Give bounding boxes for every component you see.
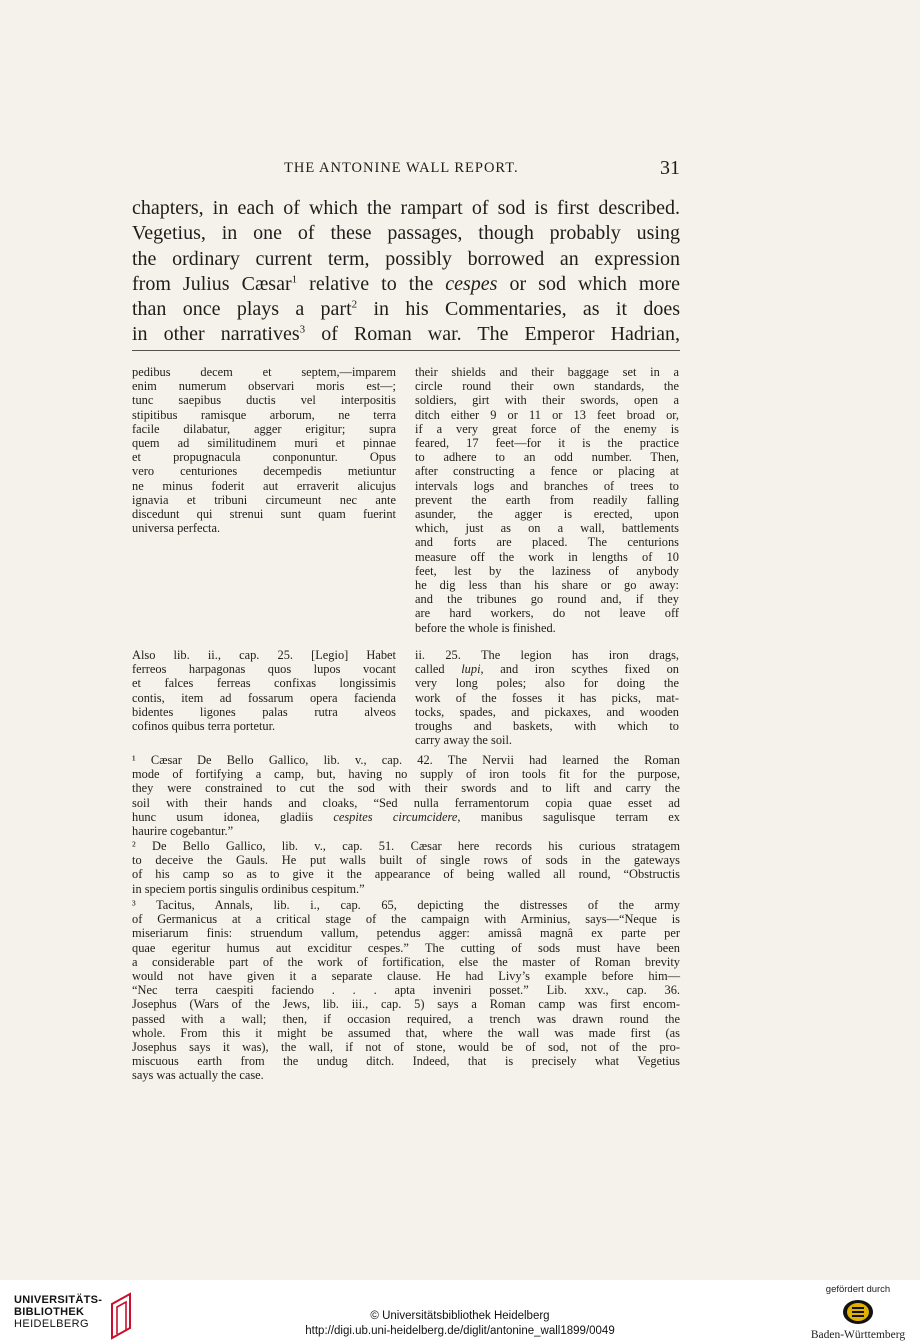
text-line bbox=[132, 322, 680, 347]
text-line: prevent the earth from readily falling bbox=[415, 492, 679, 507]
state-seal-icon bbox=[841, 1298, 875, 1326]
funded-by-label: gefördert durch bbox=[825, 1284, 891, 1295]
text-line: which, just as on a wall, battlements bbox=[415, 521, 679, 536]
text-line: chapters, in each of which the rampart of sod is first described. bbox=[132, 197, 680, 219]
text-line: haurire cogebantur.” bbox=[132, 824, 234, 839]
text-line: “Nec terra caespiti faciendo . . . apta inveniri posset.” Lib. xxv., cap. 36. bbox=[132, 983, 680, 998]
text-line: of his camp so as to give it the appearance of being walled all round, “Obstructis bbox=[132, 867, 680, 882]
text-run: than once plays a part bbox=[132, 298, 352, 321]
text-line: ne minus foderit aut erraverit alicujus bbox=[132, 478, 396, 493]
text-run: from Julius Cæsar bbox=[132, 272, 292, 295]
footnote-1 bbox=[132, 753, 680, 838]
text-line: are hard workers, do not leave off bbox=[415, 606, 679, 621]
text-line: Josephus says it was), the wall, if not of stone, would be of sod, not of the pro- bbox=[132, 1040, 680, 1055]
italic-term: lupi bbox=[461, 662, 481, 677]
text-line: to adhere to an odd number. Then, bbox=[415, 450, 679, 465]
text-line: miscuous earth from the undug ditch. Indeed, that is precisely what Vegetius bbox=[132, 1054, 680, 1069]
text-line: after constructing a fence or placing at bbox=[415, 464, 679, 479]
text-line: Vegetius, in one of these passages, though probably using bbox=[132, 222, 680, 245]
latin-column bbox=[132, 648, 396, 733]
logo-text-line: BIBLIOTHEK bbox=[14, 1306, 85, 1318]
viewer-footer bbox=[0, 1280, 920, 1343]
text-line: mode of fortifying a camp, but, having no supply of iron tools fit for the purpose, bbox=[132, 767, 680, 782]
text-line: whole. From this it might be assumed that, where the wall was made first (as bbox=[132, 1025, 680, 1040]
text-run: called bbox=[415, 662, 462, 677]
footnote-ref: 1 bbox=[291, 273, 298, 286]
text-line: discedunt qui strenui sunt quam fuerint bbox=[132, 507, 396, 522]
text-line: stipitibus ramisque arborum, ne terra bbox=[132, 407, 396, 422]
text-line: tunc saepibus ductis vel interpositis bbox=[132, 393, 396, 408]
footnote-3 bbox=[132, 898, 680, 1083]
text-line: passed with a wall; then, if occasion required, a trench was drawn round the bbox=[132, 1011, 680, 1026]
text-line: contis, item ad fossarum opera facienda bbox=[132, 690, 396, 705]
text-line: says was actually the case. bbox=[132, 1068, 264, 1083]
source-url-link[interactable]: http://digi.ub.uni-heidelberg.de/diglit/antonine_wall1899/0049 bbox=[305, 1325, 615, 1337]
text-line: pedibus decem et septem,—imparem bbox=[132, 365, 396, 379]
text-line bbox=[132, 272, 680, 297]
text-line: soil with their hands and cloaks, “Sed nulla ferramentorum copia quae esset ad bbox=[132, 795, 680, 810]
text-run: in other narratives bbox=[132, 323, 300, 346]
text-line: universa perfecta. bbox=[132, 521, 221, 536]
text-run: of Roman war. The Emperor Hadrian, bbox=[305, 323, 680, 346]
text-line: miseriarum finis: struendum vallum, petendus agger: amissâ magnâ ex parte per bbox=[132, 926, 680, 941]
text-run: , manibus sagulisque terram ex bbox=[457, 809, 680, 824]
italic-term: cespes bbox=[445, 272, 498, 295]
text-run: hunc usum idonea, gladiis bbox=[132, 809, 334, 824]
text-line: quae egeritur humus aut exciditur cespes.” The cutting of sods must have been bbox=[132, 940, 680, 955]
text-line: tocks, spades, and pickaxes, and wooden bbox=[415, 704, 679, 719]
text-run: relative to the bbox=[297, 272, 446, 295]
text-run: , and iron scythes fixed on bbox=[480, 662, 679, 677]
text-line: carry away the soil. bbox=[415, 733, 513, 748]
text-line: ditch either 9 or 11 or 13 feet broad or, bbox=[415, 407, 679, 422]
text-line: if a very great force of the enemy is bbox=[415, 421, 679, 436]
text-line: vero centuriones decempedis metiuntur bbox=[132, 464, 396, 479]
text-line: ³ Tacitus, Annals, lib. i., cap. 65, depicting the distresses of the army bbox=[132, 898, 680, 912]
footnote-ref: 2 bbox=[351, 298, 358, 311]
text-line: Josephus (Wars of the Jews, lib. iii., cap. 5) says a Roman camp was first encom- bbox=[132, 997, 680, 1012]
text-line: feared, 17 feet—for it is the practice bbox=[415, 436, 679, 451]
text-line: feet, lest by the laziness of anybody bbox=[415, 563, 679, 578]
copyright-notice: © Universitätsbibliothek Heidelberg bbox=[370, 1310, 550, 1322]
text-line: to deceive the Gauls. He put walls built of single rows of sods in the gateways bbox=[132, 853, 680, 868]
text-line: ferreos harpagonas quos lupos vocant bbox=[132, 662, 396, 677]
text-line: a considerable part of the work of fortification, else the master of Roman brevity bbox=[132, 954, 680, 969]
text-line: circle round their own standards, the bbox=[415, 379, 679, 394]
text-line: and forts are placed. The centurions bbox=[415, 535, 679, 550]
text-line: ignavia et tribuni circumeunt nec ante bbox=[132, 492, 396, 507]
text-line: ii. 25. The legion has iron drags, bbox=[415, 648, 679, 662]
text-line: asunder, the agger is erected, upon bbox=[415, 507, 679, 522]
text-line: their shields and their baggage set in a bbox=[415, 365, 679, 379]
text-line: intervals logs and branches of trees to bbox=[415, 478, 679, 493]
text-line: in speciem portis singulis ordinibus cespitum.” bbox=[132, 881, 365, 896]
funder-name: Baden-Württemberg bbox=[810, 1329, 906, 1341]
footnote-2 bbox=[132, 839, 680, 896]
page-header bbox=[132, 157, 680, 184]
latin-column bbox=[132, 365, 396, 535]
text-line: enim numerum observari moris est—; bbox=[132, 379, 396, 394]
text-line: he dig less than his share or go away: bbox=[415, 578, 679, 593]
section-divider bbox=[132, 350, 680, 351]
text-line: they were constrained to cut the sod with their swords and to lift and carry the bbox=[132, 781, 680, 796]
english-column bbox=[415, 648, 679, 747]
logo-text-line: UNIVERSITÄTS- bbox=[14, 1294, 103, 1306]
text-line: et falces ferreas confixas longissimis bbox=[132, 676, 396, 691]
text-line: et propugnacula conponuntur. Opus bbox=[132, 450, 396, 465]
text-line: soldiers, girt with their swords, open a bbox=[415, 393, 679, 408]
text-line: measure off the work in lengths of 10 bbox=[415, 549, 679, 564]
text-line: quem ad similitudinem muri et pinnae bbox=[132, 436, 396, 451]
text-line bbox=[415, 662, 679, 676]
text-line: the ordinary current term, possibly borrowed an expression bbox=[132, 247, 680, 270]
text-line bbox=[132, 297, 680, 322]
english-column bbox=[415, 365, 679, 635]
text-line: work of the fosses it has picks, mat- bbox=[415, 690, 679, 705]
text-line: ² De Bello Gallico, lib. v., cap. 51. Cæsar here records his curious stratagem bbox=[132, 839, 680, 853]
logo-text-line: HEIDELBERG bbox=[14, 1318, 89, 1330]
running-title: THE ANTONINE WALL REPORT. bbox=[284, 160, 519, 176]
text-line: very long poles; also for doing the bbox=[415, 676, 679, 691]
main-paragraph bbox=[132, 196, 680, 348]
text-run: in his Commentaries, as it does bbox=[357, 298, 680, 321]
text-line: troughs and baskets, with which to bbox=[415, 719, 679, 734]
text-line: before the whole is finished. bbox=[415, 620, 556, 635]
funder-badge bbox=[808, 1284, 908, 1341]
text-line: ¹ Cæsar De Bello Gallico, lib. v., cap. 42. The Nervii had learned the Roman bbox=[132, 753, 680, 767]
text-line: cofinos quibus terra portetur. bbox=[132, 719, 276, 734]
italic-term: cespites circumcidere bbox=[333, 809, 458, 824]
footnote-ref: 3 bbox=[299, 323, 306, 336]
text-line: and the tribunes go round and, if they bbox=[415, 592, 679, 607]
page-number: 31 bbox=[660, 157, 680, 179]
text-line: Also lib. ii., cap. 25. [Legio] Habet bbox=[132, 648, 396, 662]
text-line bbox=[132, 810, 680, 824]
text-line: of Germanicus at a critical stage of the campaign with Arminius, says—“Neque is bbox=[132, 912, 680, 927]
text-line: would not have given it a separate clause. He had Livy’s example before him— bbox=[132, 969, 680, 984]
text-run: or sod which more bbox=[497, 272, 681, 295]
text-line: bidentes ligones palas rutra alveos bbox=[132, 704, 396, 719]
text-line: facile dilabatur, agger erigitur; supra bbox=[132, 421, 396, 436]
